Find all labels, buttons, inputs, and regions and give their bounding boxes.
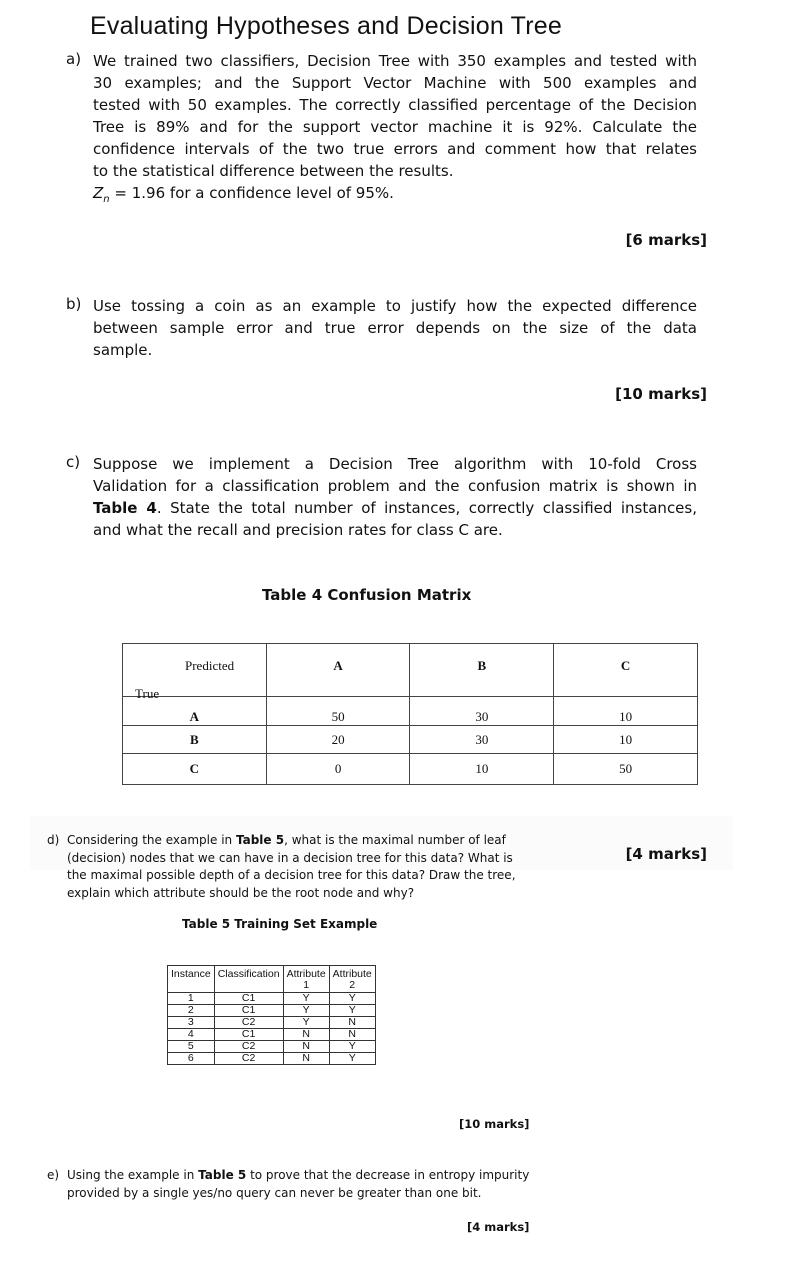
table-cell: C2	[214, 1041, 283, 1053]
table-cell: Y	[283, 1005, 329, 1017]
question-c-line-rest: . State the total number of instances, correctly classified instances,	[156, 499, 697, 517]
table-cell: 10	[410, 754, 554, 785]
table-cell: Y	[329, 1005, 375, 1017]
table-cell: N	[329, 1029, 375, 1041]
table-row	[123, 697, 698, 726]
table-cell: 30	[410, 726, 554, 754]
column-header	[214, 966, 283, 993]
question-b-line: sample.	[93, 341, 153, 359]
question-c-letter: c)	[66, 453, 81, 471]
table-cell: C2	[214, 1017, 283, 1029]
question-d-line: explain which attribute should be the root node and why?	[67, 885, 415, 900]
question-a-line: tested with 50 examples. The correctly classified percentage of the Decision	[93, 96, 697, 114]
question-a-line: We trained two classifiers, Decision Tree with 350 examples and tested with	[93, 52, 697, 70]
question-b-line: between sample error and true error depends on the size of the data	[93, 319, 697, 337]
question-e-letter: e)	[47, 1168, 60, 1182]
table-cell: N	[283, 1041, 329, 1053]
table-cell: 6	[168, 1053, 215, 1065]
question-d-line: (decision) nodes that we can have in a decision tree for this data? What is	[67, 850, 513, 865]
question-e-line-end: to prove that the decrease in entropy impurity	[246, 1168, 530, 1182]
table-row	[168, 1041, 376, 1053]
table-row	[123, 726, 698, 754]
true-label: True	[135, 686, 160, 701]
question-a-line: 30 examples; and the Support Vector Machine with 500 examples and	[93, 74, 697, 92]
table-cell: Y	[329, 1041, 375, 1053]
question-d-text	[67, 832, 537, 902]
table-cell: 50	[554, 754, 698, 785]
question-b-marks: [10 marks]	[615, 385, 707, 403]
table-cell: 2	[168, 1005, 215, 1017]
table-cell: N	[283, 1053, 329, 1065]
table-4-ref: Table 4	[93, 499, 157, 517]
table-5-caption: Table 5 Training Set Example	[182, 917, 378, 931]
column-header-a: A	[266, 644, 410, 697]
table-row	[168, 1053, 376, 1065]
table-cell: Y	[283, 993, 329, 1005]
question-e-line-start: Using the example in	[67, 1168, 199, 1182]
z-subscript: n	[103, 194, 110, 205]
row-header-a: A	[123, 697, 267, 726]
table-cell: 30	[410, 697, 554, 726]
question-a-marks: [6 marks]	[625, 231, 707, 249]
table-cell: C1	[214, 1005, 283, 1017]
column-header-text: Classification	[217, 968, 280, 980]
column-header	[329, 966, 375, 993]
table-cell: Y	[329, 1053, 375, 1065]
question-c-line: and what the recall and precision rates for class C are.	[93, 521, 503, 539]
training-set-table	[167, 965, 376, 1065]
table-cell: 50	[266, 697, 410, 726]
question-d-line: the maximal possible depth of a decision tree for this data? Draw the tree,	[67, 868, 516, 882]
table-cell: Y	[283, 1017, 329, 1029]
column-header-text: Instance	[171, 968, 211, 980]
question-b-line: Use tossing a coin as an example to justify how the expected difference	[93, 297, 697, 315]
row-header-c: C	[123, 754, 267, 785]
question-e-line	[67, 1167, 547, 1185]
table-cell: 5	[168, 1041, 215, 1053]
question-c-text	[93, 453, 697, 541]
question-a-letter: a)	[66, 50, 82, 68]
table-cell: N	[329, 1017, 375, 1029]
table-cell: C1	[214, 993, 283, 1005]
z-value-text: = 1.96 for a confidence level of 95%.	[114, 184, 394, 202]
column-header-b: B	[410, 644, 554, 697]
question-e-line: provided by a single yes/no query can never be greater than one bit.	[67, 1185, 482, 1200]
table-cell: 10	[554, 726, 698, 754]
table-row	[168, 1005, 376, 1017]
table-5-marks: [10 marks]	[459, 1117, 530, 1131]
question-b-letter: b)	[66, 295, 82, 313]
row-header-b: B	[123, 726, 267, 754]
confusion-matrix-table	[122, 643, 698, 785]
question-d-letter: d)	[47, 833, 60, 847]
table-row	[168, 993, 376, 1005]
z-value-line	[93, 182, 697, 211]
table-5-ref: Table 5	[235, 833, 285, 847]
table-cell: 10	[554, 697, 698, 726]
column-header-subtext: 1	[303, 979, 310, 991]
table-cell: 1	[168, 993, 215, 1005]
question-a-line: Tree is 89% and for the support vector machine it is 92%. Calculate the	[93, 118, 697, 136]
column-header	[168, 966, 215, 993]
question-d-line	[67, 832, 537, 850]
question-d-line-start: Considering the example in	[67, 833, 236, 847]
question-d-marks: [4 marks]	[625, 845, 707, 863]
question-c-line	[93, 497, 697, 519]
table-cell: 0	[266, 754, 410, 785]
column-header-c: C	[554, 644, 698, 697]
z-symbol: Z	[93, 184, 104, 202]
corner-header-cell	[123, 644, 267, 701]
question-b-text	[93, 295, 697, 361]
column-header-text: Attribute	[332, 968, 372, 980]
table-cell: 3	[168, 1017, 215, 1029]
table-cell: 4	[168, 1029, 215, 1041]
table-row	[123, 754, 698, 785]
question-c-line: Validation for a classification problem and the confusion matrix is shown in	[93, 477, 697, 495]
column-header-text: Attribute	[286, 968, 326, 980]
column-header	[283, 966, 329, 993]
table-cell: C1	[214, 1029, 283, 1041]
table-cell: C2	[214, 1053, 283, 1065]
question-e-text	[67, 1167, 547, 1202]
question-d-line-end: , what is the maximal number of leaf	[284, 833, 506, 847]
table-cell: Y	[329, 993, 375, 1005]
predicted-label: Predicted	[185, 658, 235, 673]
table-row	[168, 1029, 376, 1041]
question-a-line: to the statistical difference between the results.	[93, 162, 454, 180]
table-4-caption: Table 4 Confusion Matrix	[262, 586, 472, 604]
table-5-ref: Table 5	[198, 1168, 247, 1182]
question-c-line: Suppose we implement a Decision Tree algorithm with 10-fold Cross	[93, 455, 697, 473]
question-a-line: confidence intervals of the two true errors and comment how that relates	[93, 140, 697, 158]
table-cell: N	[283, 1029, 329, 1041]
column-header-subtext: 2	[349, 979, 356, 991]
table-cell: 20	[266, 726, 410, 754]
table-row	[168, 1017, 376, 1029]
page-title: Evaluating Hypotheses and Decision Tree	[90, 12, 562, 40]
question-a-text	[93, 50, 697, 211]
question-e-marks: [4 marks]	[467, 1220, 530, 1234]
